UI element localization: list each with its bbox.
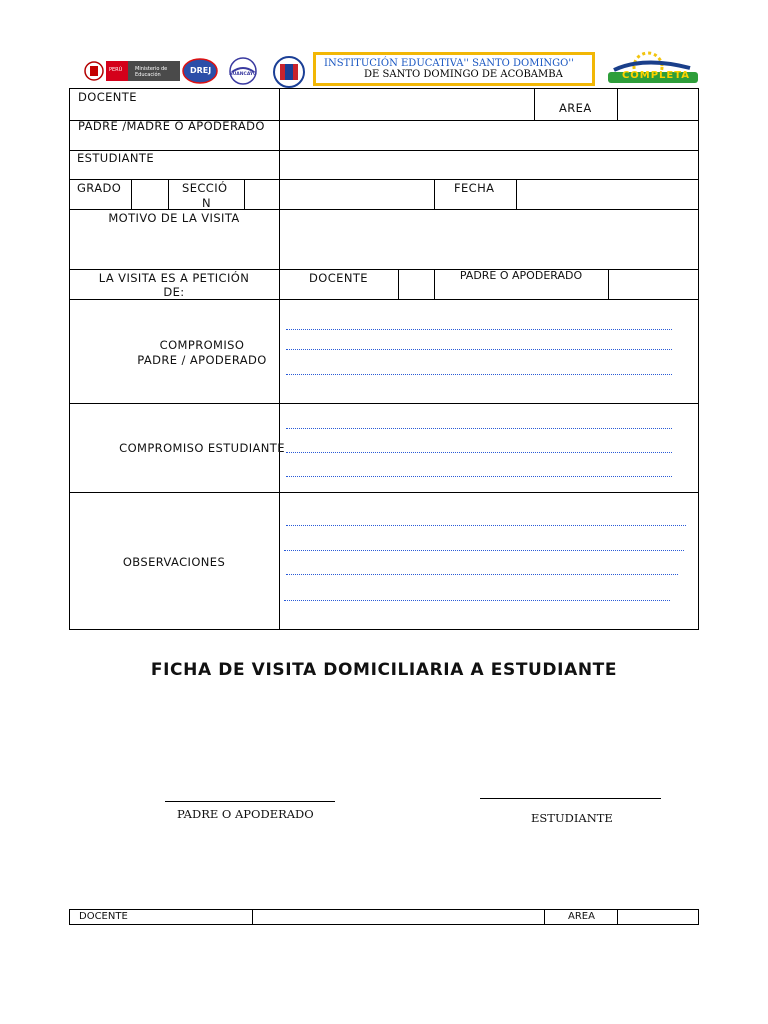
- area-label: AREA: [559, 101, 592, 115]
- compromiso-padre-label-line1: COMPROMISO: [159, 338, 245, 352]
- jec-logo: [604, 50, 700, 90]
- institution-location: DE SANTO DOMINGO DE ACOBAMBA: [364, 69, 563, 80]
- seccion-label-line2: N: [202, 196, 212, 210]
- peticion-docente-label: DOCENTE: [309, 271, 368, 285]
- compromiso-estudiante-label: COMPROMISO ESTUDIANTE: [119, 441, 285, 455]
- observaciones-label: OBSERVACIONES: [122, 555, 226, 569]
- padre-signature-line[interactable]: [165, 801, 335, 802]
- compromiso-padre-label-line2: PADRE / APODERADO: [137, 353, 267, 367]
- minedu-logo-text: Ministerio de Educación: [135, 66, 168, 78]
- peticion-label-line1: LA VISITA ES A PETICIÓN: [98, 271, 250, 285]
- bottom-docente-label: DOCENTE: [79, 911, 128, 922]
- logo-strip: [82, 56, 312, 88]
- bottom-area-label: AREA: [568, 911, 595, 922]
- estudiante-label: ESTUDIANTE: [77, 151, 155, 165]
- institution-name: INSTITUCIÓN EDUCATIVA'' SANTO DOMINGO'': [324, 58, 574, 69]
- motivo-label: MOTIVO DE LA VISITA: [108, 211, 240, 225]
- padre-signature-label: PADRE O APODERADO: [177, 807, 314, 821]
- ugel-logo-text: HUANCAYO: [229, 72, 257, 77]
- grado-label: GRADO: [77, 181, 122, 195]
- page-title: FICHA DE VISITA DOMICILIARIA A ESTUDIANTE: [150, 660, 618, 680]
- ugel-logo-icon: [230, 58, 256, 84]
- docente-label: DOCENTE: [78, 90, 137, 104]
- jec-logo-text: COMPLETA: [621, 70, 691, 81]
- seccion-label-line1: SECCIÓ: [182, 181, 228, 195]
- peru-coat-of-arms-icon: [85, 62, 103, 80]
- padre-label: PADRE /MADRE O APODERADO: [78, 119, 265, 133]
- estudiante-signature-label: ESTUDIANTE: [531, 811, 613, 825]
- fecha-label: FECHA: [454, 181, 495, 195]
- peticion-label-line2: DE:: [163, 285, 185, 299]
- estudiante-signature-line[interactable]: [480, 798, 661, 799]
- drej-logo-text: DREJ: [190, 66, 212, 75]
- school-crest-icon: [274, 57, 304, 87]
- peru-logo-text: PERÚ: [109, 67, 123, 73]
- peticion-padre-label: PADRE O APODERADO: [459, 269, 583, 282]
